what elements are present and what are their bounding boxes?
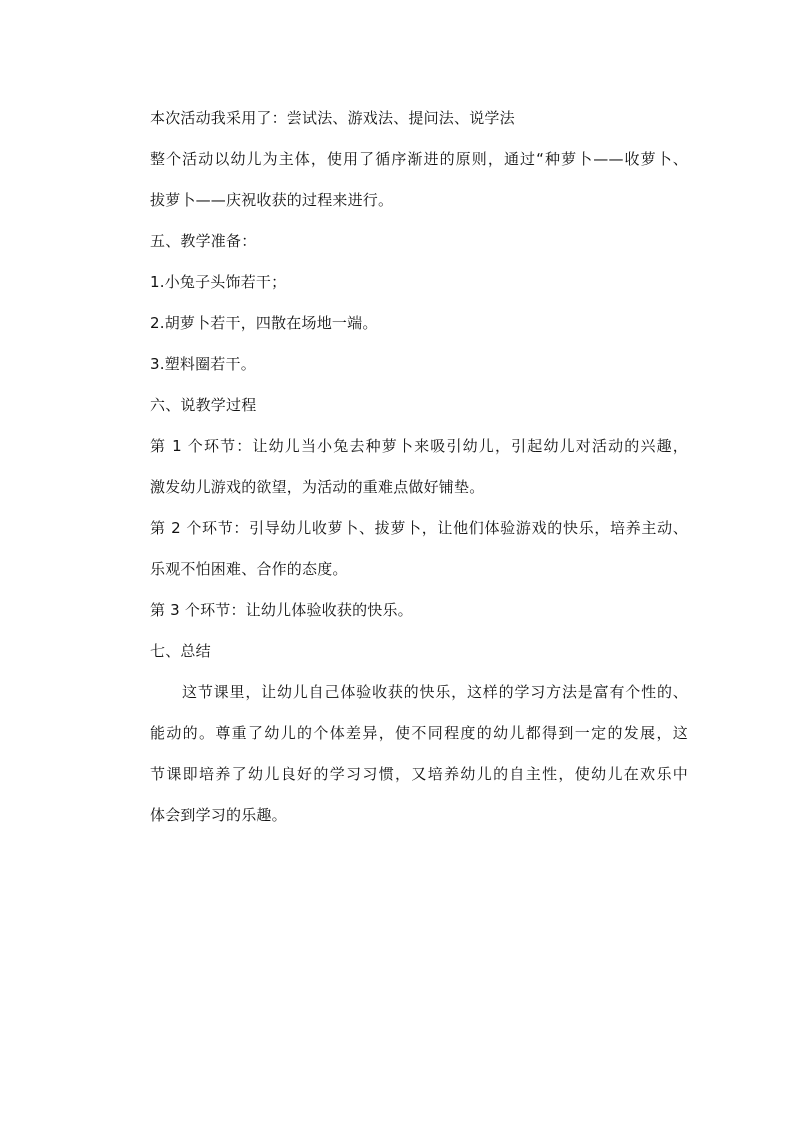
process-step-2-line-1: 第 2 个环节：引导幼儿收萝卜、拔萝卜，让他们体验游戏的快乐，培养主动、 [150,519,688,537]
summary-line-3: 节课即培养了幼儿良好的学习习惯，又培养幼儿的自主性，使幼儿在欢乐中 [150,765,688,783]
section-heading-summary: 七、总结 [150,642,211,660]
preparation-item-3: 3.塑料圈若干。 [150,355,256,373]
process-step-3: 第 3 个环节：让幼儿体验收获的快乐。 [150,601,413,619]
process-step-1-line-1: 第 1 个环节：让幼儿当小兔去种萝卜来吸引幼儿，引起幼儿对活动的兴趣， [150,437,688,455]
principle-line-1: 整个活动以幼儿为主体，使用了循序渐进的原则，通过“种萝卜——收萝卜、 [150,150,688,168]
preparation-item-1: 1.小兔子头饰若干； [150,273,287,291]
summary-line-4: 体会到学习的乐趣。 [150,806,287,824]
summary-line-2: 能动的。尊重了幼儿的个体差异，使不同程度的幼儿都得到一定的发展，这 [150,724,688,742]
process-step-1-line-2: 激发幼儿游戏的欲望，为活动的重难点做好铺垫。 [150,478,485,496]
section-heading-preparation: 五、教学准备： [150,232,257,250]
principle-line-2: 拔萝卜——庆祝收获的过程来进行。 [150,191,394,209]
process-step-2-line-2: 乐观不怕困难、合作的态度。 [150,560,348,578]
summary-line-1: 这节课里，让幼儿自己体验收获的快乐，这样的学习方法是富有个性的、 [182,683,688,701]
document-body [150,104,688,842]
preparation-item-2: 2.胡萝卜若干，四散在场地一端。 [150,314,378,332]
section-heading-process: 六、说教学过程 [150,396,257,414]
method-line: 本次活动我采用了：尝试法、游戏法、提问法、说学法 [150,109,515,127]
